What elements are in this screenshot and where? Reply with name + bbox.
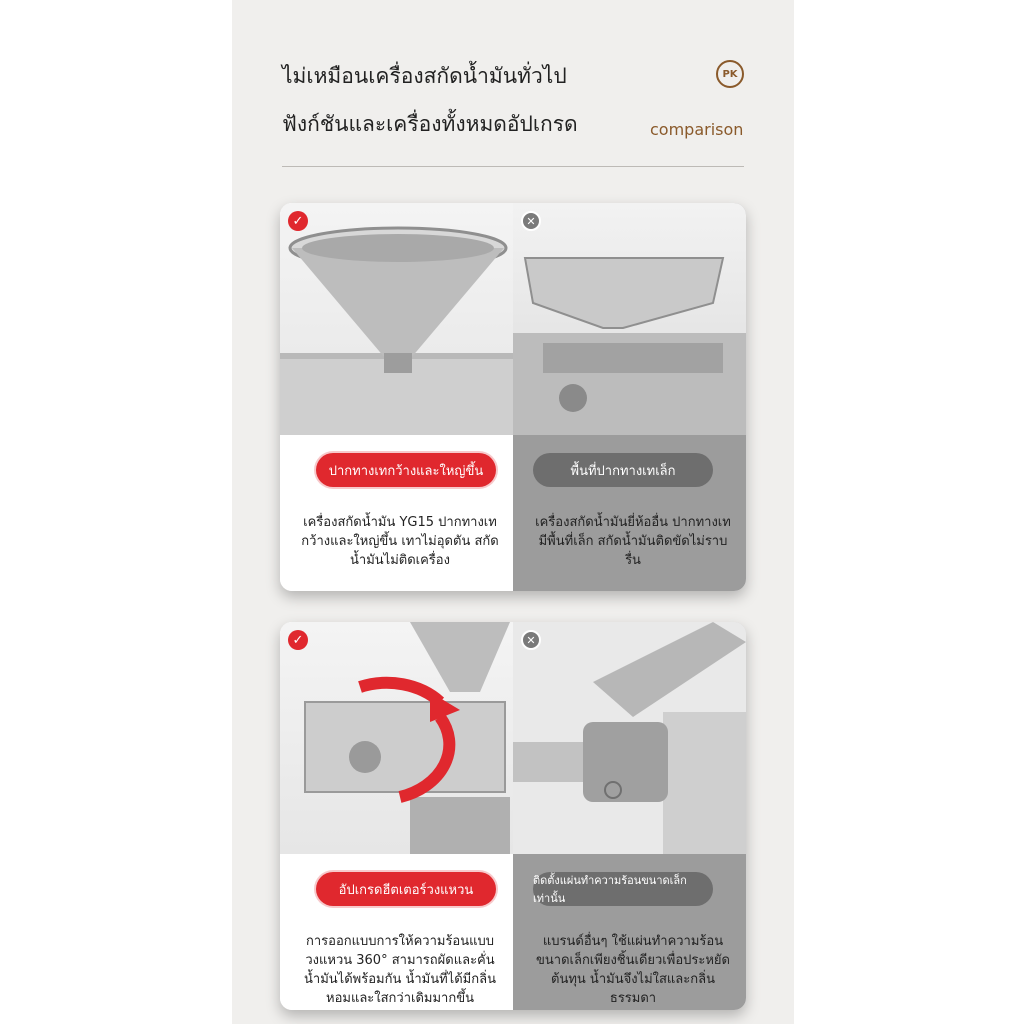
our-product-side xyxy=(280,622,513,1010)
cross-icon: ✕ xyxy=(521,630,541,650)
comparison-card-heater xyxy=(280,622,746,1010)
feature-label-good: อัปเกรดฮีตเตอร์วงแหวน xyxy=(316,872,496,906)
our-product-side xyxy=(280,203,513,591)
product-photo-ring-heater xyxy=(280,622,513,854)
header-divider xyxy=(282,166,744,167)
feature-label-good: ปากทางเทกว้างและใหญ่ขึ้น xyxy=(316,453,496,487)
other-brand-side xyxy=(513,203,746,591)
check-icon: ✓ xyxy=(288,630,308,650)
headline-line-2: ฟังก์ชันและเครื่องทั้งหมดอัปเกรด xyxy=(282,112,578,136)
feature-description-bad: เครื่องสกัดน้ำมันยี่ห้ออื่น ปากทางเทมีพื้นที่เล็ก สกัดน้ำมันติดขัดไม่ราบรื่น xyxy=(535,515,731,568)
feature-label-bad: ติดตั้งแผ่นทำความร้อนขนาดเล็กเท่านั้น xyxy=(533,872,713,906)
comparison-tagline: comparison xyxy=(650,120,744,139)
content-panel xyxy=(232,0,794,1024)
headline-line-1: ไม่เหมือนเครื่องสกัดน้ำมันทั่วไป xyxy=(282,64,567,88)
product-photo-small-heater xyxy=(513,622,746,854)
check-icon: ✓ xyxy=(288,211,308,231)
feature-description-good: เครื่องสกัดน้ำมัน YG15 ปากทางเทกว้างและใหญ่ขึ้น เทาไม่อุดตัน สกัดน้ำมันไม่ติดเครื่อง xyxy=(301,515,499,568)
feature-description-good: การออกแบบการให้ความร้อนแบบวงแหวน 360° สามารถผัดและคั่นน้ำมันได้พร้อมกัน น้ำมันที่ได้มีกลิ่นหอมและใสกว่าเดิมมากขึ้น xyxy=(304,934,496,1006)
feature-label-bad: พื้นที่ปากทางเทเล็ก xyxy=(533,453,713,487)
product-photo-small-hopper xyxy=(513,203,746,435)
product-photo-large-hopper xyxy=(280,203,513,435)
comparison-card-hopper xyxy=(280,203,746,591)
pk-badge-icon: PK xyxy=(716,60,744,88)
feature-description-bad: แบรนด์อื่นๆ ใช้แผ่นทำความร้อนขนาดเล็กเพียงชิ้นเดียวเพื่อประหยัดต้นทุน น้ำมันจึงไม่ใสและกลิ่นธรรมดา xyxy=(536,934,730,1006)
cross-icon: ✕ xyxy=(521,211,541,231)
other-brand-side xyxy=(513,622,746,1010)
